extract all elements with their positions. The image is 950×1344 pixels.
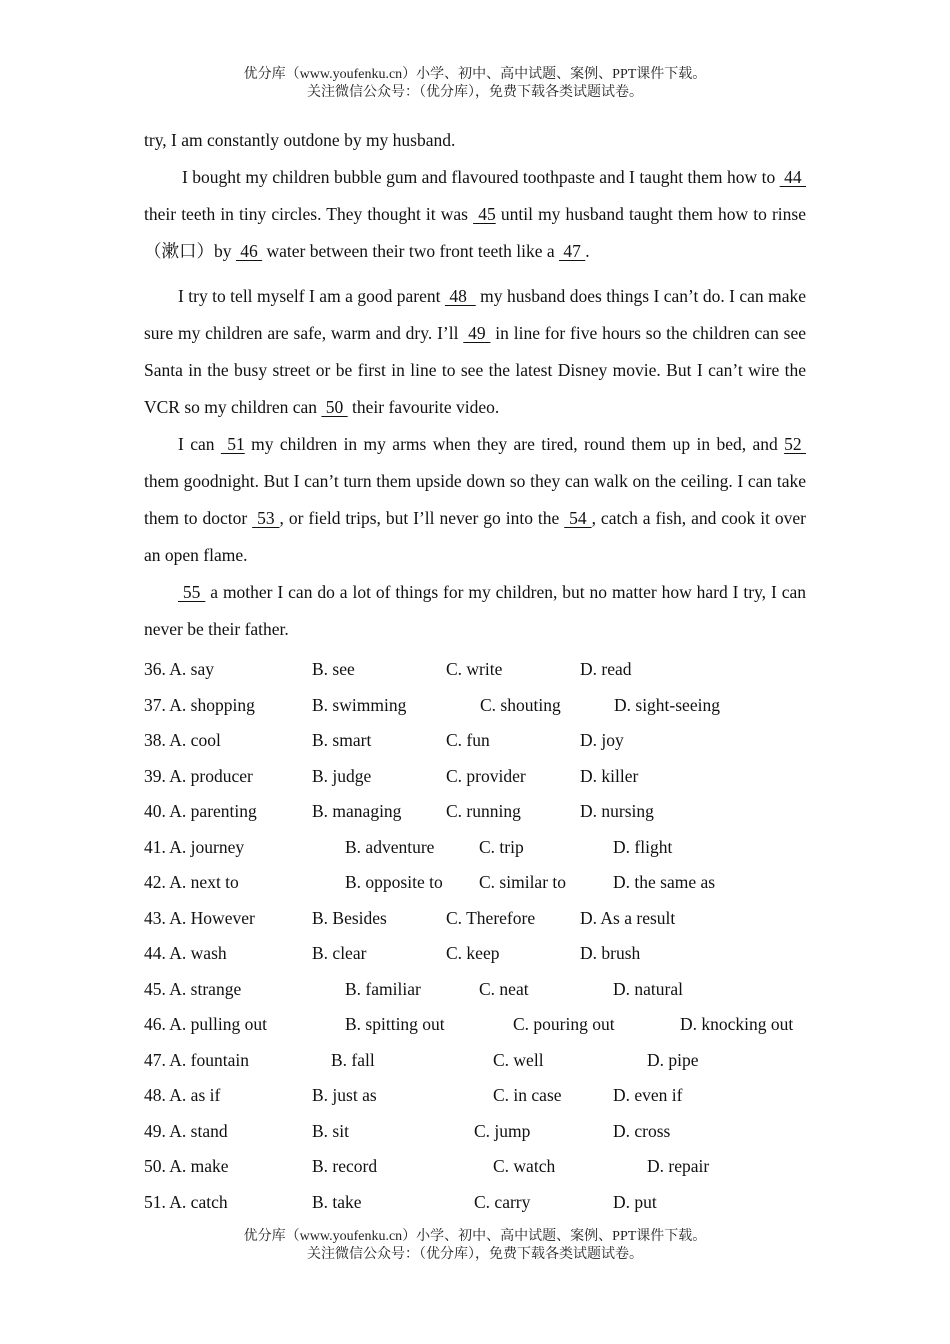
- option-c: C. in case: [493, 1085, 562, 1105]
- option-b: B. sit: [312, 1120, 349, 1141]
- blank-44: 44: [779, 167, 806, 187]
- option-d: D. flight: [613, 836, 673, 857]
- option-c: C. fun: [446, 730, 490, 750]
- option-b: B. just as: [312, 1085, 377, 1105]
- option-c: C. carry: [474, 1191, 531, 1212]
- option-c: C. write: [446, 659, 503, 679]
- option-row: [144, 1078, 824, 1114]
- option-b: B. opposite to: [345, 872, 443, 892]
- passage-paragraph-2: I bought my children bubble gum and flavoured toothpaste and I taught them how to 44 their teeth in tiny circles. They thought it was 45 until my husband taught them how to rinse（漱口）by 46 water between their two front teeth like a 47 .: [144, 167, 806, 261]
- option-d: D. brush: [580, 943, 641, 963]
- option-a: 39. A. producer: [144, 765, 253, 786]
- option-c: C. watch: [493, 1156, 556, 1176]
- option-row: [144, 830, 824, 866]
- option-b: B. managing: [312, 801, 402, 821]
- option-row: [144, 759, 824, 795]
- option-d: D. read: [580, 659, 632, 679]
- cloze-passage: [144, 122, 806, 648]
- option-row: [144, 972, 824, 1008]
- option-row: [144, 794, 824, 830]
- option-b: B. judge: [312, 765, 372, 786]
- option-row: [144, 1114, 824, 1150]
- option-a: 41. A. journey: [144, 836, 245, 857]
- option-d: D. pipe: [647, 1049, 699, 1070]
- option-row: [144, 1149, 824, 1185]
- option-c: C. shouting: [480, 694, 561, 715]
- blank-48: 48: [444, 286, 476, 306]
- option-d: D. even if: [613, 1085, 683, 1105]
- option-c: C. similar to: [479, 872, 567, 892]
- option-a: 45. A. strange: [144, 978, 242, 999]
- option-c: C. well: [493, 1049, 544, 1070]
- option-a: 40. A. parenting: [144, 801, 257, 821]
- option-b: B. take: [312, 1191, 362, 1212]
- option-row: [144, 1185, 824, 1221]
- option-row: [144, 1007, 824, 1043]
- option-a: 36. A. say: [144, 659, 214, 679]
- blank-47: 47: [559, 241, 586, 261]
- option-d: D. repair: [647, 1156, 710, 1176]
- page-header: [0, 66, 950, 102]
- option-a: 48. A. as if: [144, 1085, 221, 1105]
- option-b: B. Besides: [312, 907, 387, 928]
- option-a: 43. A. However: [144, 907, 255, 928]
- option-c: C. trip: [479, 836, 524, 857]
- option-a: 47. A. fountain: [144, 1049, 249, 1070]
- option-row: [144, 901, 824, 937]
- option-d: D. joy: [580, 730, 624, 750]
- option-d: D. sight-seeing: [614, 694, 720, 715]
- option-d: D. killer: [580, 765, 639, 786]
- option-c: C. pouring out: [513, 1014, 615, 1034]
- option-d: D. knocking out: [680, 1014, 794, 1034]
- passage-paragraph-1: try, I am constantly outdone by my husband.: [144, 130, 456, 150]
- blank-52: 52: [784, 434, 806, 454]
- option-a: 50. A. make: [144, 1156, 229, 1176]
- option-row: [144, 936, 824, 972]
- option-a: 51. A. catch: [144, 1191, 228, 1212]
- option-b: B. spitting out: [345, 1014, 445, 1034]
- passage-paragraph-3: I try to tell myself I am a good parent 48 my husband does things I can’t do. I can make sure my children are safe, warm and dry. I’ll 49 in line for five hours so the children can see Santa in the busy street or be first in line to see the latest Disney movie. But I can’t wire the VCR so my children can 50 their favourite video.: [144, 286, 807, 417]
- option-b: B. swimming: [312, 694, 407, 715]
- option-c: C. keep: [446, 943, 500, 963]
- option-b: B. clear: [312, 943, 367, 963]
- option-d: D. As a result: [580, 907, 676, 928]
- answer-options: [144, 652, 824, 1220]
- option-b: B. familiar: [345, 978, 421, 999]
- option-row: [144, 723, 824, 759]
- blank-46: 46: [235, 241, 263, 261]
- footer-line-1: 优分库（www.youfenku.cn）小学、初中、高中试题、案例、PPT课件下载。: [243, 1229, 707, 1244]
- option-c: C. neat: [479, 978, 529, 999]
- header-line-1: 优分库（www.youfenku.cn）小学、初中、高中试题、案例、PPT课件下载。: [243, 67, 707, 82]
- option-row: [144, 1043, 824, 1079]
- option-a: 38. A. cool: [144, 730, 221, 750]
- passage-paragraph-4: I can 51 my children in my arms when they are tired, round them up in bed, and 52 them goodnight. But I can’t turn them upside down so they can walk on the ceiling. I can take them to doctor 53 , or field trips, but I’ll never go into the 54 , catch a fish, and cook it over an open flame.: [144, 434, 807, 565]
- option-d: D. put: [613, 1191, 657, 1212]
- option-b: B. record: [312, 1156, 378, 1176]
- option-b: B. see: [312, 659, 355, 679]
- blank-54: 54: [564, 508, 592, 528]
- option-row: [144, 652, 824, 688]
- option-row: [144, 865, 824, 901]
- footer-line-2: 关注微信公众号：（优分库），免费下载各类试题试卷。: [307, 1247, 643, 1262]
- option-d: D. natural: [613, 978, 683, 999]
- option-b: B. smart: [312, 730, 372, 750]
- page-footer: [0, 1228, 950, 1264]
- option-a: 44. A. wash: [144, 943, 227, 963]
- option-c: C. running: [446, 801, 521, 821]
- option-a: 49. A. stand: [144, 1120, 228, 1141]
- option-d: D. the same as: [613, 872, 716, 892]
- option-c: C. provider: [446, 765, 526, 786]
- option-c: C. jump: [474, 1120, 531, 1141]
- option-b: B. adventure: [345, 836, 435, 857]
- blank-53: 53: [252, 508, 280, 528]
- blank-45: 45: [473, 204, 496, 224]
- option-a: 46. A. pulling out: [144, 1014, 267, 1034]
- option-a: 37. A. shopping: [144, 694, 255, 715]
- option-c: C. Therefore: [446, 907, 536, 928]
- option-row: [144, 688, 824, 724]
- option-d: D. nursing: [580, 801, 654, 821]
- blank-51: 51: [220, 434, 245, 454]
- option-d: D. cross: [613, 1120, 671, 1141]
- blank-49: 49: [463, 323, 491, 343]
- header-line-2: 关注微信公众号：（优分库），免费下载各类试题试卷。: [307, 85, 643, 100]
- blank-55: 55: [178, 582, 206, 602]
- blank-50: 50: [321, 397, 348, 417]
- option-b: B. fall: [331, 1049, 375, 1070]
- option-a: 42. A. next to: [144, 872, 239, 892]
- passage-paragraph-5: 55 a mother I can do a lot of things for my children, but no matter how hard I try, I can never be their father.: [144, 582, 807, 639]
